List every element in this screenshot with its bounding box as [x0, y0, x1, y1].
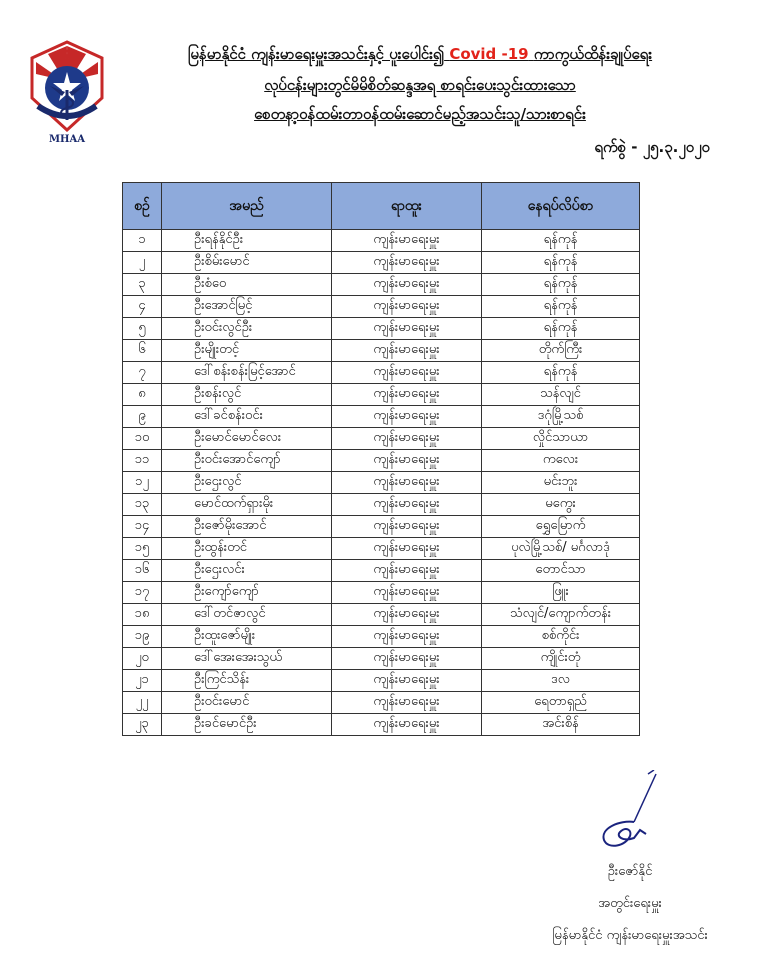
cell-address: ရန်ကုန် [482, 230, 640, 252]
table-row [123, 230, 640, 252]
cell-no: ၂ [123, 252, 162, 274]
cell-no: ၁၂ [123, 472, 162, 494]
table-row [123, 406, 640, 428]
cell-no: ၁၇ [123, 582, 162, 604]
table-row [123, 560, 640, 582]
cell-name: ဦးခင်မောင်ဦး [162, 714, 332, 736]
table-row [123, 274, 640, 296]
table-row [123, 340, 640, 362]
table-header-row [123, 183, 640, 230]
cell-name: ဦးဝင်းမောင် [162, 692, 332, 714]
heading-line-3: စေတနာ့ဝန်ထမ်းတာဝန်ထမ်းဆောင်မည့်အသင်းသူ/သားစာရင်း [254, 105, 586, 123]
cell-address: ပုလဲမြို့သစ်/ မင်္ဂလာဒုံ [482, 538, 640, 560]
table-row [123, 692, 640, 714]
cell-address: ရန်ကုန် [482, 362, 640, 384]
logo-abbreviation: MHAA [48, 134, 86, 145]
cell-address: မင်းဘူး [482, 472, 640, 494]
cell-name: ဦးထူးဇော်မျိုး [162, 626, 332, 648]
cell-position: ကျန်းမာရေးမှူး [332, 582, 482, 604]
cell-name: ဦးကျော်ကျော် [162, 582, 332, 604]
cell-no: ၄ [123, 296, 162, 318]
cell-no: ၆ [123, 340, 162, 362]
table-row [123, 714, 640, 736]
cell-no: ၁၃ [123, 494, 162, 516]
column-header-name: အမည် [162, 183, 332, 230]
cell-position: ကျန်းမာရေးမှူး [332, 252, 482, 274]
cell-no: ၁၁ [123, 450, 162, 472]
cell-name: ဒေါ်အေးအေးသွယ် [162, 648, 332, 670]
cell-name: ဦးဇော်မိုးအောင် [162, 516, 332, 538]
cell-position: ကျန်းမာရေးမှူး [332, 648, 482, 670]
cell-address: တောင်သာ [482, 560, 640, 582]
heading-line-1 [150, 43, 690, 65]
cell-no: ၂၁ [123, 670, 162, 692]
cell-position: ကျန်းမာရေးမှူး [332, 472, 482, 494]
cell-address: သံလျင်/ကျောက်တန်း [482, 604, 640, 626]
cell-address: ရန်ကုန် [482, 318, 640, 340]
association-logo [28, 40, 106, 148]
cell-address: ရန်ကုန် [482, 252, 640, 274]
cell-name: ဒေါ်ခင်စန်းဝင်း [162, 406, 332, 428]
cell-address: ကျိုင်းတုံ [482, 648, 640, 670]
cell-position: ကျန်းမာရေးမှူး [332, 538, 482, 560]
cell-no: ၁ [123, 230, 162, 252]
cell-no: ၃ [123, 274, 162, 296]
cell-address: လှိုင်သာယာ [482, 428, 640, 450]
cell-name: ဦးဌေးလွင် [162, 472, 332, 494]
cell-address: မကွေး [482, 494, 640, 516]
document-date: ရက်စွဲ - ၂၅.၃.၂၀၂၀ [594, 138, 710, 156]
cell-no: ၁၈ [123, 604, 162, 626]
table-row [123, 582, 640, 604]
table-row [123, 604, 640, 626]
cell-no: ၈ [123, 384, 162, 406]
table-row [123, 296, 640, 318]
cell-address: ဖြူး [482, 582, 640, 604]
cell-address: စစ်ကိုင်း [482, 626, 640, 648]
table-body [123, 230, 640, 736]
cell-position: ကျန်းမာရေးမှူး [332, 384, 482, 406]
cell-name: မောင်ထက်ရှားမိုး [162, 494, 332, 516]
table-row [123, 362, 640, 384]
table-row [123, 384, 640, 406]
cell-no: ၁၄ [123, 516, 162, 538]
signatory-title: အတွင်းရေးမှူး [598, 896, 662, 911]
heading-line-1-start: မြန်မာနိုင်ငံ ကျန်းမာရေးမှူးအသင်းနှင့် ပူးပေါင်း၍ [187, 45, 445, 63]
heading-line-1-end: ကာကွယ်ထိန်းချုပ်ရေး [533, 45, 653, 63]
cell-position: ကျန်းမာရေးမှူး [332, 670, 482, 692]
cell-name: ဦးကြင်သိန်း [162, 670, 332, 692]
table-row [123, 472, 640, 494]
cell-name: ဦးဝင်းအောင်ကျော် [162, 450, 332, 472]
cell-address: အင်းစိန် [482, 714, 640, 736]
cell-no: ၅ [123, 318, 162, 340]
cell-position: ကျန်းမာရေးမှူး [332, 296, 482, 318]
table-row [123, 516, 640, 538]
cell-name: ဦးစိမ်းမောင် [162, 252, 332, 274]
cell-position: ကျန်းမာရေးမှူး [332, 714, 482, 736]
cell-name: ဒေါ်စန်းစန်းမြင့်အောင် [162, 362, 332, 384]
cell-position: ကျန်းမာရေးမှူး [332, 340, 482, 362]
cell-address: ရေတာရှည် [482, 692, 640, 714]
cell-no: ၂၃ [123, 714, 162, 736]
cell-position: ကျန်းမာရေးမှူး [332, 560, 482, 582]
cell-no: ၇ [123, 362, 162, 384]
table-row [123, 670, 640, 692]
table-row [123, 450, 640, 472]
table-row [123, 428, 640, 450]
column-header-no: စဉ် [123, 183, 162, 230]
cell-position: ကျန်းမာရေးမှူး [332, 494, 482, 516]
signatory-block [520, 856, 740, 952]
signature [590, 770, 670, 860]
column-header-address: နေရပ်လိပ်စာ [482, 183, 640, 230]
cell-no: ၁၅ [123, 538, 162, 560]
cell-position: ကျန်းမာရေးမှူး [332, 428, 482, 450]
cell-position: ကျန်းမာရေးမှူး [332, 318, 482, 340]
table-row [123, 252, 640, 274]
cell-address: ရန်ကုန် [482, 274, 640, 296]
cell-no: ၁၀ [123, 428, 162, 450]
signatory-name: ဦးဇော်နိုင် [607, 864, 653, 879]
cell-address: ကလေး [482, 450, 640, 472]
cell-position: ကျန်းမာရေးမှူး [332, 626, 482, 648]
cell-name: ဦးမျိုးတင့် [162, 340, 332, 362]
cell-no: ၁၉ [123, 626, 162, 648]
table-row [123, 626, 640, 648]
cell-name: ဦးမောင်မောင်လေး [162, 428, 332, 450]
cell-position: ကျန်းမာရေးမှူး [332, 604, 482, 626]
cell-name: ဦးစံဝေ [162, 274, 332, 296]
table-row [123, 494, 640, 516]
emblem-icon [28, 40, 106, 132]
table-row [123, 318, 640, 340]
cell-position: ကျန်းမာရေးမှူး [332, 406, 482, 428]
volunteer-table [122, 182, 640, 736]
cell-no: ၂၂ [123, 692, 162, 714]
cell-name: ဦးဌေးလင်း [162, 560, 332, 582]
column-header-position: ရာထူး [332, 183, 482, 230]
cell-name: ဦးရန်နိုင်ဦး [162, 230, 332, 252]
signatory-organization: မြန်မာနိုင်ငံ ကျန်းမာရေးမှူးအသင်း [552, 928, 708, 943]
cell-position: ကျန်းမာရေးမှူး [332, 516, 482, 538]
cell-no: ၂၀ [123, 648, 162, 670]
cell-name: ဦးစန်းလွင် [162, 384, 332, 406]
cell-address: တိုက်ကြီး [482, 340, 640, 362]
cell-address: ရွှေမြောက် [482, 516, 640, 538]
cell-address: ရန်ကုန် [482, 296, 640, 318]
cell-position: ကျန်းမာရေးမှူး [332, 692, 482, 714]
cell-position: ကျန်းမာရေးမှူး [332, 450, 482, 472]
cell-name: ဦးအောင်မြင့် [162, 296, 332, 318]
cell-name: ဒေါ်တင်ဇာလွင် [162, 604, 332, 626]
cell-name: ဦးဝင်းလွင်ဦး [162, 318, 332, 340]
cell-address: သန်လျင် [482, 384, 640, 406]
cell-address: ဒလ [482, 670, 640, 692]
heading-line-2: လုပ်ငန်းများတွင်မိမိစိတ်ဆန္ဒအရ စာရင်းပေးသွင်းထားသော [264, 76, 576, 94]
cell-no: ၉ [123, 406, 162, 428]
cell-position: ကျန်းမာရေးမှူး [332, 230, 482, 252]
cell-name: ဦးထွန်းတင် [162, 538, 332, 560]
cell-no: ၁၆ [123, 560, 162, 582]
table-row [123, 648, 640, 670]
covid-label: Covid -19 [449, 45, 529, 63]
cell-address: ဒဂုံမြို့သစ် [482, 406, 640, 428]
cell-position: ကျန်းမာရေးမှူး [332, 362, 482, 384]
table-row [123, 538, 640, 560]
cell-position: ကျန်းမာရေးမှူး [332, 274, 482, 296]
